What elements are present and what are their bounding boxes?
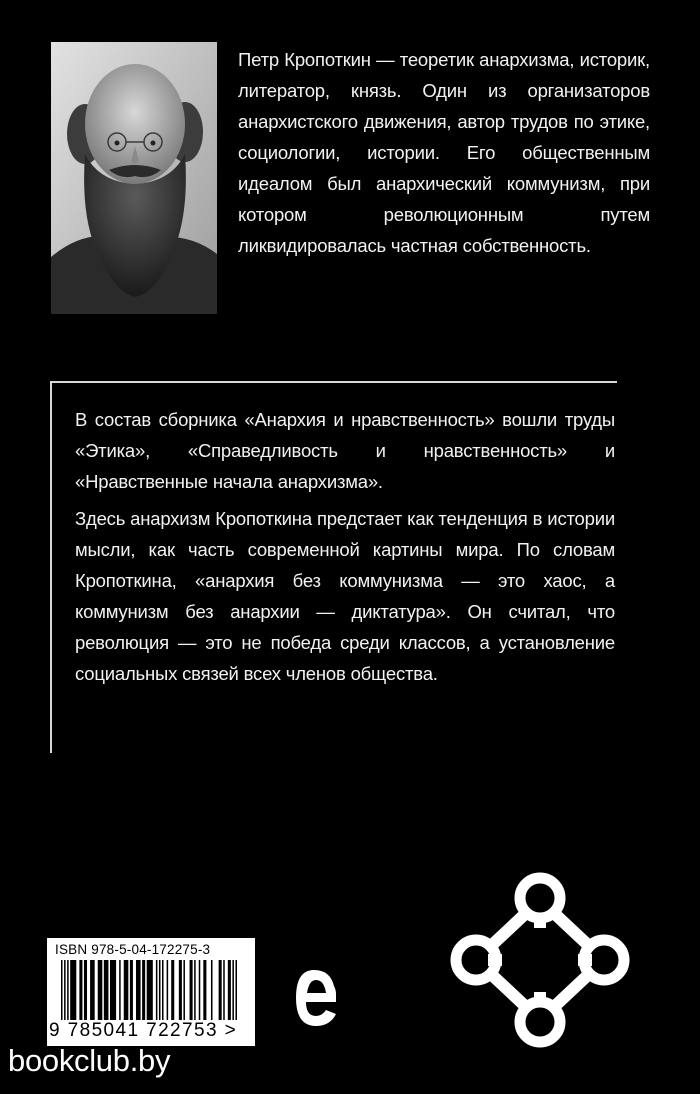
barcode-bar: [98, 960, 103, 1020]
linked-rings-emblem-icon: [444, 870, 636, 1050]
barcode-bar: [211, 960, 213, 1020]
author-bio: Петр Кропоткин — теоретик анархизма, историк, литератор, князь. Один из организаторов анархистского движения, автор трудов по этике, социологии, истории. Его общественным идеалом был анархический коммунизм, при котором революционным путем ликвидировалась частная собственность.: [238, 49, 650, 256]
barcode-bar: [228, 960, 231, 1020]
barcode-bar: [64, 960, 66, 1020]
barcode-bar: [167, 960, 169, 1020]
barcode-bar: [124, 960, 129, 1020]
description-paragraph-1: В состав сборника «Анархия и нравственность» вошли труды «Этика», «Справедливость и нравственность» и «Нравственные начала анархизма».: [75, 409, 615, 492]
barcode-block: [47, 938, 255, 1046]
barcode-bar: [104, 960, 109, 1020]
watermark: bookclub.by: [8, 1043, 171, 1078]
barcode-bar: [70, 960, 76, 1020]
barcode-bar: [84, 960, 87, 1020]
barcode-bar: [130, 960, 133, 1020]
barcode-bar: [162, 960, 164, 1020]
barcode-bar: [219, 960, 222, 1020]
barcode-bar: [156, 960, 158, 1020]
barcode-bar: [199, 960, 201, 1020]
author-portrait: [51, 42, 217, 314]
barcode-bar: [223, 960, 225, 1020]
barcode-bar: [159, 960, 161, 1020]
barcode-bar: [136, 960, 141, 1020]
barcode-bar: [142, 960, 145, 1020]
eksmo-logo-icon: [288, 964, 342, 1034]
barcode-bar: [61, 960, 63, 1020]
barcode-bar: [110, 960, 116, 1020]
barcode-bar: [179, 960, 182, 1020]
barcode-bar: [190, 960, 193, 1020]
barcode-bar: [232, 960, 234, 1020]
description-paragraph-2: Здесь анархизм Кропоткина предстает как тенденция в истории мысли, как часть современной картины мира. По словам Кропоткина, «анархия без коммунизма — это хаос, а коммунизм без анархии — диктатура». Он считал, что революция — это не победа среди классов, а установление социальных связей всех членов общества.: [75, 508, 615, 684]
barcode-bar: [90, 960, 95, 1020]
author-portrait-image: [51, 42, 217, 314]
isbn-number: ISBN 978-5-04-172275-3: [55, 942, 211, 957]
barcode-bar: [79, 960, 82, 1020]
barcode-bar: [235, 960, 237, 1020]
barcode-bar: [194, 960, 196, 1020]
barcode-bar: [183, 960, 185, 1020]
barcode-digits: 9 785041 722753 >: [49, 1020, 238, 1041]
barcode-bar: [147, 960, 153, 1020]
barcode-bar: [67, 960, 69, 1020]
barcode-bar: [203, 960, 206, 1020]
barcode-bar: [171, 960, 174, 1020]
barcode-image: [61, 960, 237, 1020]
barcode-bar: [119, 960, 121, 1020]
